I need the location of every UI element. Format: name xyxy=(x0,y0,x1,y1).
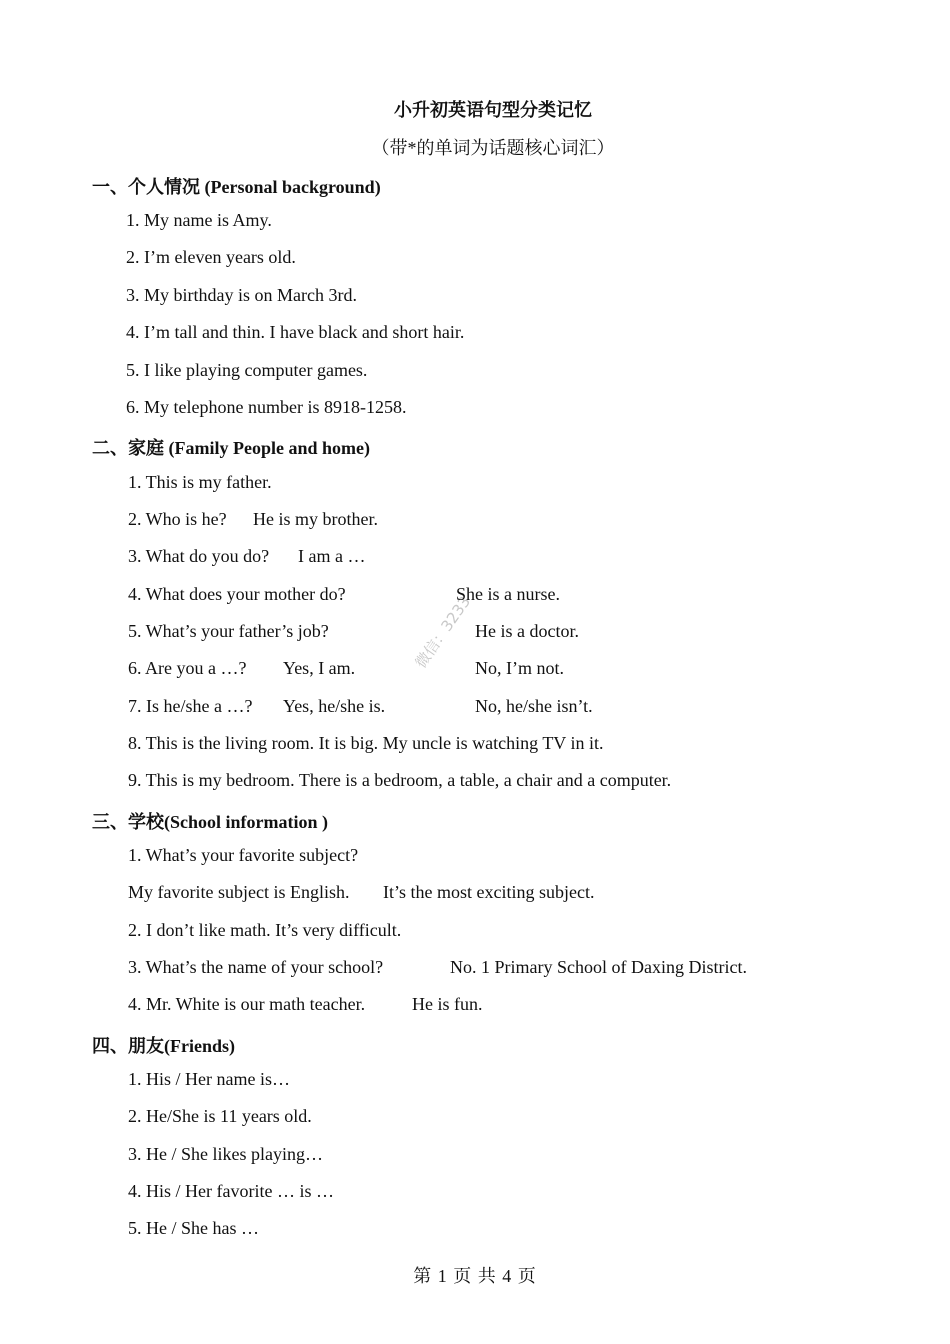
list-item: 3. What do you do? xyxy=(128,546,270,566)
section-heading-personal: 一、个人情况 (Personal background) xyxy=(92,177,381,197)
list-item: My favorite subject is English. xyxy=(128,882,350,902)
list-item: 5. He / She has … xyxy=(128,1218,259,1238)
list-item: 4. What does your mother do? xyxy=(128,584,346,604)
list-item-answer: I am a … xyxy=(298,546,366,566)
list-item-answer: Yes, I am. xyxy=(283,658,356,678)
list-item: 1. This is my father. xyxy=(128,472,272,492)
list-item-answer: Yes, he/she is. xyxy=(283,696,386,716)
list-item: 3. What’s the name of your school? xyxy=(128,957,384,977)
watermark: 微信：3233 xyxy=(411,593,475,672)
page-subtitle: （带*的单词为话题核心词汇） xyxy=(371,138,615,158)
list-item: 2. I’m eleven years old. xyxy=(126,247,296,267)
list-item: 4. I’m tall and thin. I have black and short hair. xyxy=(126,322,465,342)
section-heading-school: 三、学校(School information ) xyxy=(92,812,328,832)
list-item-answer: He is fun. xyxy=(412,994,483,1014)
list-item: 6. My telephone number is 8918-1258. xyxy=(126,397,407,417)
list-item: 1. His / Her name is… xyxy=(128,1069,290,1089)
list-item: 2. Who is he? xyxy=(128,509,227,529)
page-footer: 第 1 页 共 4 页 xyxy=(413,1266,537,1286)
list-item: 5. What’s your father’s job? xyxy=(128,621,329,641)
list-item: 3. He / She likes playing… xyxy=(128,1144,323,1164)
page-title: 小升初英语句型分类记忆 xyxy=(394,100,592,120)
list-item-answer: No, he/she isn’t. xyxy=(475,696,593,716)
list-item: 1. What’s your favorite subject? xyxy=(128,845,359,865)
list-item-answer: He is a doctor. xyxy=(475,621,579,641)
list-item-answer: He is my brother. xyxy=(253,509,378,529)
list-item-answer: She is a nurse. xyxy=(456,584,560,604)
section-heading-family: 二、家庭 (Family People and home) xyxy=(92,438,370,458)
list-item-answer: It’s the most exciting subject. xyxy=(383,882,595,902)
list-item: 9. This is my bedroom. There is a bedroom, a table, a chair and a computer. xyxy=(128,770,672,790)
list-item: 1. My name is Amy. xyxy=(126,210,272,230)
list-item: 7. Is he/she a …? xyxy=(128,696,253,716)
list-item: 6. Are you a …? xyxy=(128,658,247,678)
section-heading-friends: 四、朋友(Friends) xyxy=(92,1036,235,1056)
list-item: 4. His / Her favorite … is … xyxy=(128,1181,334,1201)
list-item: 4. Mr. White is our math teacher. xyxy=(128,994,366,1014)
list-item: 5. I like playing computer games. xyxy=(126,360,368,380)
list-item: 8. This is the living room. It is big. My uncle is watching TV in it. xyxy=(128,733,604,753)
list-item-answer: No. 1 Primary School of Daxing District. xyxy=(450,957,747,977)
list-item: 3. My birthday is on March 3rd. xyxy=(126,285,357,305)
list-item: 2. I don’t like math. It’s very difficult. xyxy=(128,920,402,940)
list-item-answer: No, I’m not. xyxy=(475,658,564,678)
list-item: 2. He/She is 11 years old. xyxy=(128,1106,312,1126)
